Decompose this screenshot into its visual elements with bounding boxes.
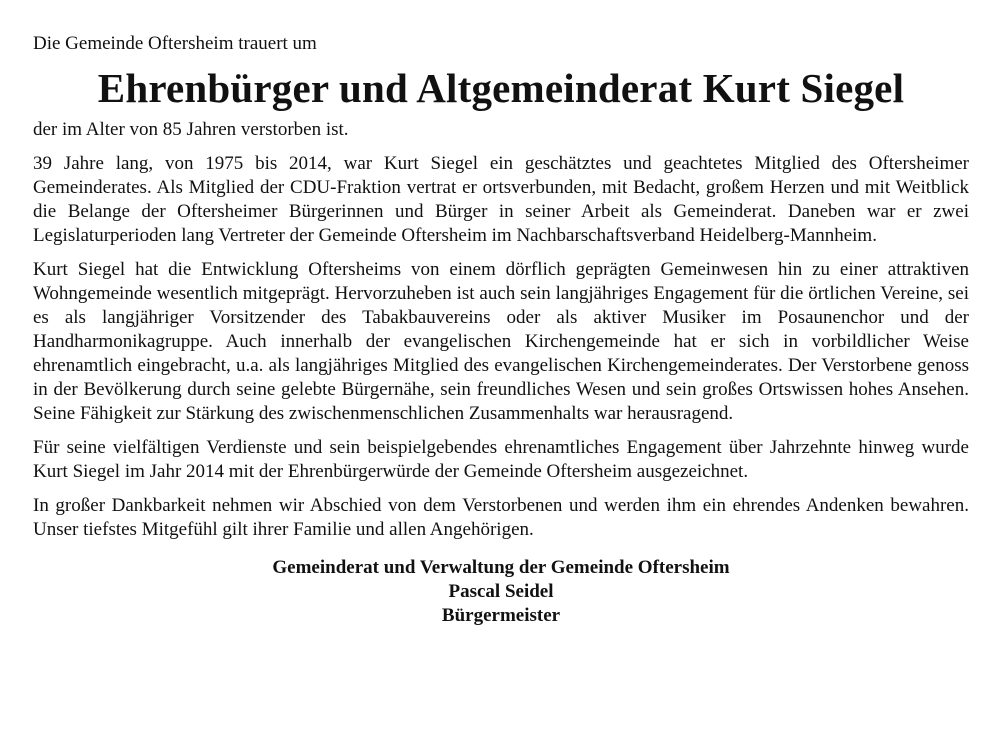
signature-block: [33, 556, 969, 628]
paragraph-farewell: In großer Dankbarkeit nehmen wir Abschied von dem Verstorbenen und werden ihm ein ehrendes Andenken bewahren. Unser tiefstes Mitgefühl gilt ihrer Familie und allen Angehörigen.: [33, 495, 969, 540]
paragraph-engagement: Kurt Siegel hat die Entwicklung Oftersheims von einem dörflich geprägten Gemeinwesen hin zu einer attraktiven Wohngemeinde wesentlich mitgeprägt. Hervorzuheben ist auch sein langjähriges Engagement für die örtlichen Vereine, sei es als langjähriger Vorsitzender des Tabakbauvereins oder als aktiver Musiker im Posaunenchor und der Handharmonikagruppe. Auch innerhalb der evangelischen Kirchengemeinde hat er sich in vorbildlicher Weise ehrenamtlich eingebracht, u.a. als langjähriges Mitglied des evangelischen Kirchengemeinderates. Der Verstorbene genoss in der Bevölkerung durch seine gelebte Bürgernähe, sein freundliches Wesen und sein großes Ortswissen hohes Ansehen. Seine Fähigkeit zur Stärkung des zwischenmenschlichen Zusammenhalts war herausragend.: [33, 259, 969, 424]
signature-name: Pascal Seidel: [448, 581, 554, 602]
signature-organization: Gemeinderat und Verwaltung der Gemeinde Oftersheim: [272, 557, 730, 578]
paragraph-career: 39 Jahre lang, von 1975 bis 2014, war Kurt Siegel ein geschätztes und geachtetes Mitglied des Oftersheimer Gemeinderates. Als Mitglied der CDU-Fraktion vertrat er ortsverbunden, mit Bedacht, großem Herzen und mit Weitblick die Belange der Oftersheimer Bürgerinnen und Bürger in seiner Arbeit als Gemeinderat. Daneben war er zwei Legislaturperioden lang Vertreter der Gemeinde Oftersheim im Nachbarschaftsverband Heidelberg-Mannheim.: [33, 153, 969, 246]
signature-role: Bürgermeister: [441, 605, 561, 626]
notice-title: Ehrenbürger und Altgemeinderat Kurt Siegel: [97, 65, 905, 111]
intro-line: Die Gemeinde Oftersheim trauert um: [33, 33, 317, 54]
age-line: der im Alter von 85 Jahren verstorben ist.: [33, 119, 349, 140]
obituary-notice: [33, 32, 969, 628]
paragraph-honorary-citizenship: Für seine vielfältigen Verdienste und sein beispielgebendes ehrenamtliches Engagement über Jahrzehnte hinweg wurde Kurt Siegel im Jahr 2014 mit der Ehrenbürgerwürde der Gemeinde Oftersheim ausgezeichnet.: [33, 437, 969, 482]
